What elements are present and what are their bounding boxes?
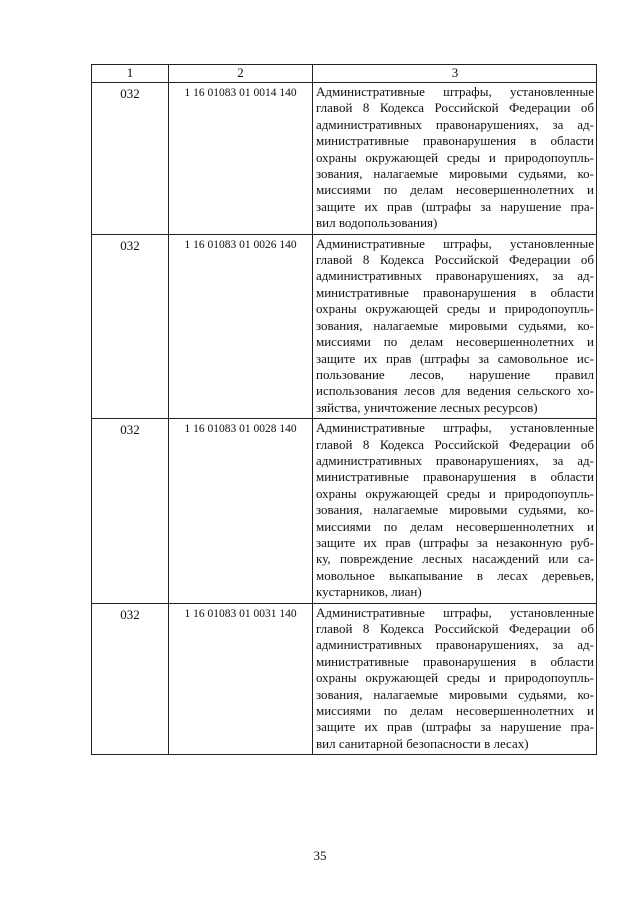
authority-code-cell: 032 xyxy=(92,83,169,235)
description-line: Административные штрафы, установленные xyxy=(316,604,594,620)
classification-code-cell: 1 16 01083 01 0031 140 xyxy=(169,603,313,755)
description-line: зования, налагаемые мировыми судьями, ко- xyxy=(316,317,594,333)
table-row xyxy=(92,603,597,755)
table-row xyxy=(92,83,597,235)
description-line: пользование лесов, нарушение правил xyxy=(316,366,594,382)
description-line: зования, налагаемые мировыми судьями, ко- xyxy=(316,686,594,702)
description-line: мовольное выкапывание в лесах деревьев, xyxy=(316,567,594,583)
description-line: Административные штрафы, установленные xyxy=(316,420,594,436)
description-line: министративные правонарушения в области xyxy=(316,133,594,149)
column-header-1: 1 xyxy=(92,65,169,83)
description-line: защите их прав (штрафы за нарушение пра- xyxy=(316,198,594,214)
description-line: главой 8 Кодекса Российской Федерации об xyxy=(316,100,594,116)
table-row xyxy=(92,234,597,418)
description-line: миссиями по делам несовершеннолетних и xyxy=(316,334,594,350)
table-header-row xyxy=(92,65,597,83)
description-line: министративные правонарушения в области xyxy=(316,284,594,300)
description-line: вил санитарной безопасности в лесах) xyxy=(316,735,529,751)
description-line: охраны окружающей среды и природопоупль- xyxy=(316,301,594,317)
classification-code-cell: 1 16 01083 01 0014 140 xyxy=(169,83,313,235)
description-line: административных правонарушениях, за ад- xyxy=(316,116,594,132)
description-line: главой 8 Кодекса Российской Федерации об xyxy=(316,252,594,268)
table-row xyxy=(92,419,597,603)
description-line: Административные штрафы, установленные xyxy=(316,84,594,99)
description-line: административных правонарушениях, за ад- xyxy=(316,637,594,653)
description-cell xyxy=(313,419,597,603)
column-header-2: 2 xyxy=(169,65,313,83)
description-line: защите их прав (штрафы за незаконную руб- xyxy=(316,534,594,550)
authority-code-cell: 032 xyxy=(92,419,169,603)
description-line: зяйства, уничтожение лесных ресурсов) xyxy=(316,399,538,415)
description-line: охраны окружающей среды и природопоупль- xyxy=(316,485,594,501)
description-line: зования, налагаемые мировыми судьями, ко- xyxy=(316,166,594,182)
description-line: кустарников, лиан) xyxy=(316,584,422,600)
description-line: охраны окружающей среды и природопоупль- xyxy=(316,149,594,165)
authority-code-cell: 032 xyxy=(92,603,169,755)
description-line: административных правонарушениях, за ад- xyxy=(316,452,594,468)
description-line: главой 8 Кодекса Российской Федерации об xyxy=(316,436,594,452)
description-line: министративные правонарушения в области xyxy=(316,653,594,669)
description-cell xyxy=(313,234,597,418)
description-line: административных правонарушениях, за ад- xyxy=(316,268,594,284)
description-line: охраны окружающей среды и природопоупль- xyxy=(316,670,594,686)
description-cell xyxy=(313,603,597,755)
classification-code-cell: 1 16 01083 01 0026 140 xyxy=(169,234,313,418)
description-cell xyxy=(313,83,597,235)
description-line: миссиями по делам несовершеннолетних и xyxy=(316,518,594,534)
table-body xyxy=(92,83,597,755)
description-line: использования лесов для ведения сельского хо- xyxy=(316,383,594,399)
authority-code-cell: 032 xyxy=(92,234,169,418)
description-line: миссиями по делам несовершеннолетних и xyxy=(316,703,594,719)
description-line: защите их прав (штрафы за нарушение пра- xyxy=(316,719,594,735)
description-line: Административные штрафы, установленные xyxy=(316,235,594,251)
description-line: зования, налагаемые мировыми судьями, ко- xyxy=(316,502,594,518)
description-line: миссиями по делам несовершеннолетних и xyxy=(316,182,594,198)
description-line: главой 8 Кодекса Российской Федерации об xyxy=(316,621,594,636)
description-line: вил водопользования) xyxy=(316,215,438,231)
description-line: министративные правонарушения в области xyxy=(316,469,594,485)
column-header-3: 3 xyxy=(313,65,597,83)
description-line: защите их прав (штрафы за самовольное ис- xyxy=(316,350,594,366)
description-line: ку, повреждение лесных насаждений или са- xyxy=(316,551,594,567)
page-number: 35 xyxy=(313,848,327,863)
classification-code-cell: 1 16 01083 01 0028 140 xyxy=(169,419,313,603)
budget-classification-table xyxy=(91,64,597,755)
